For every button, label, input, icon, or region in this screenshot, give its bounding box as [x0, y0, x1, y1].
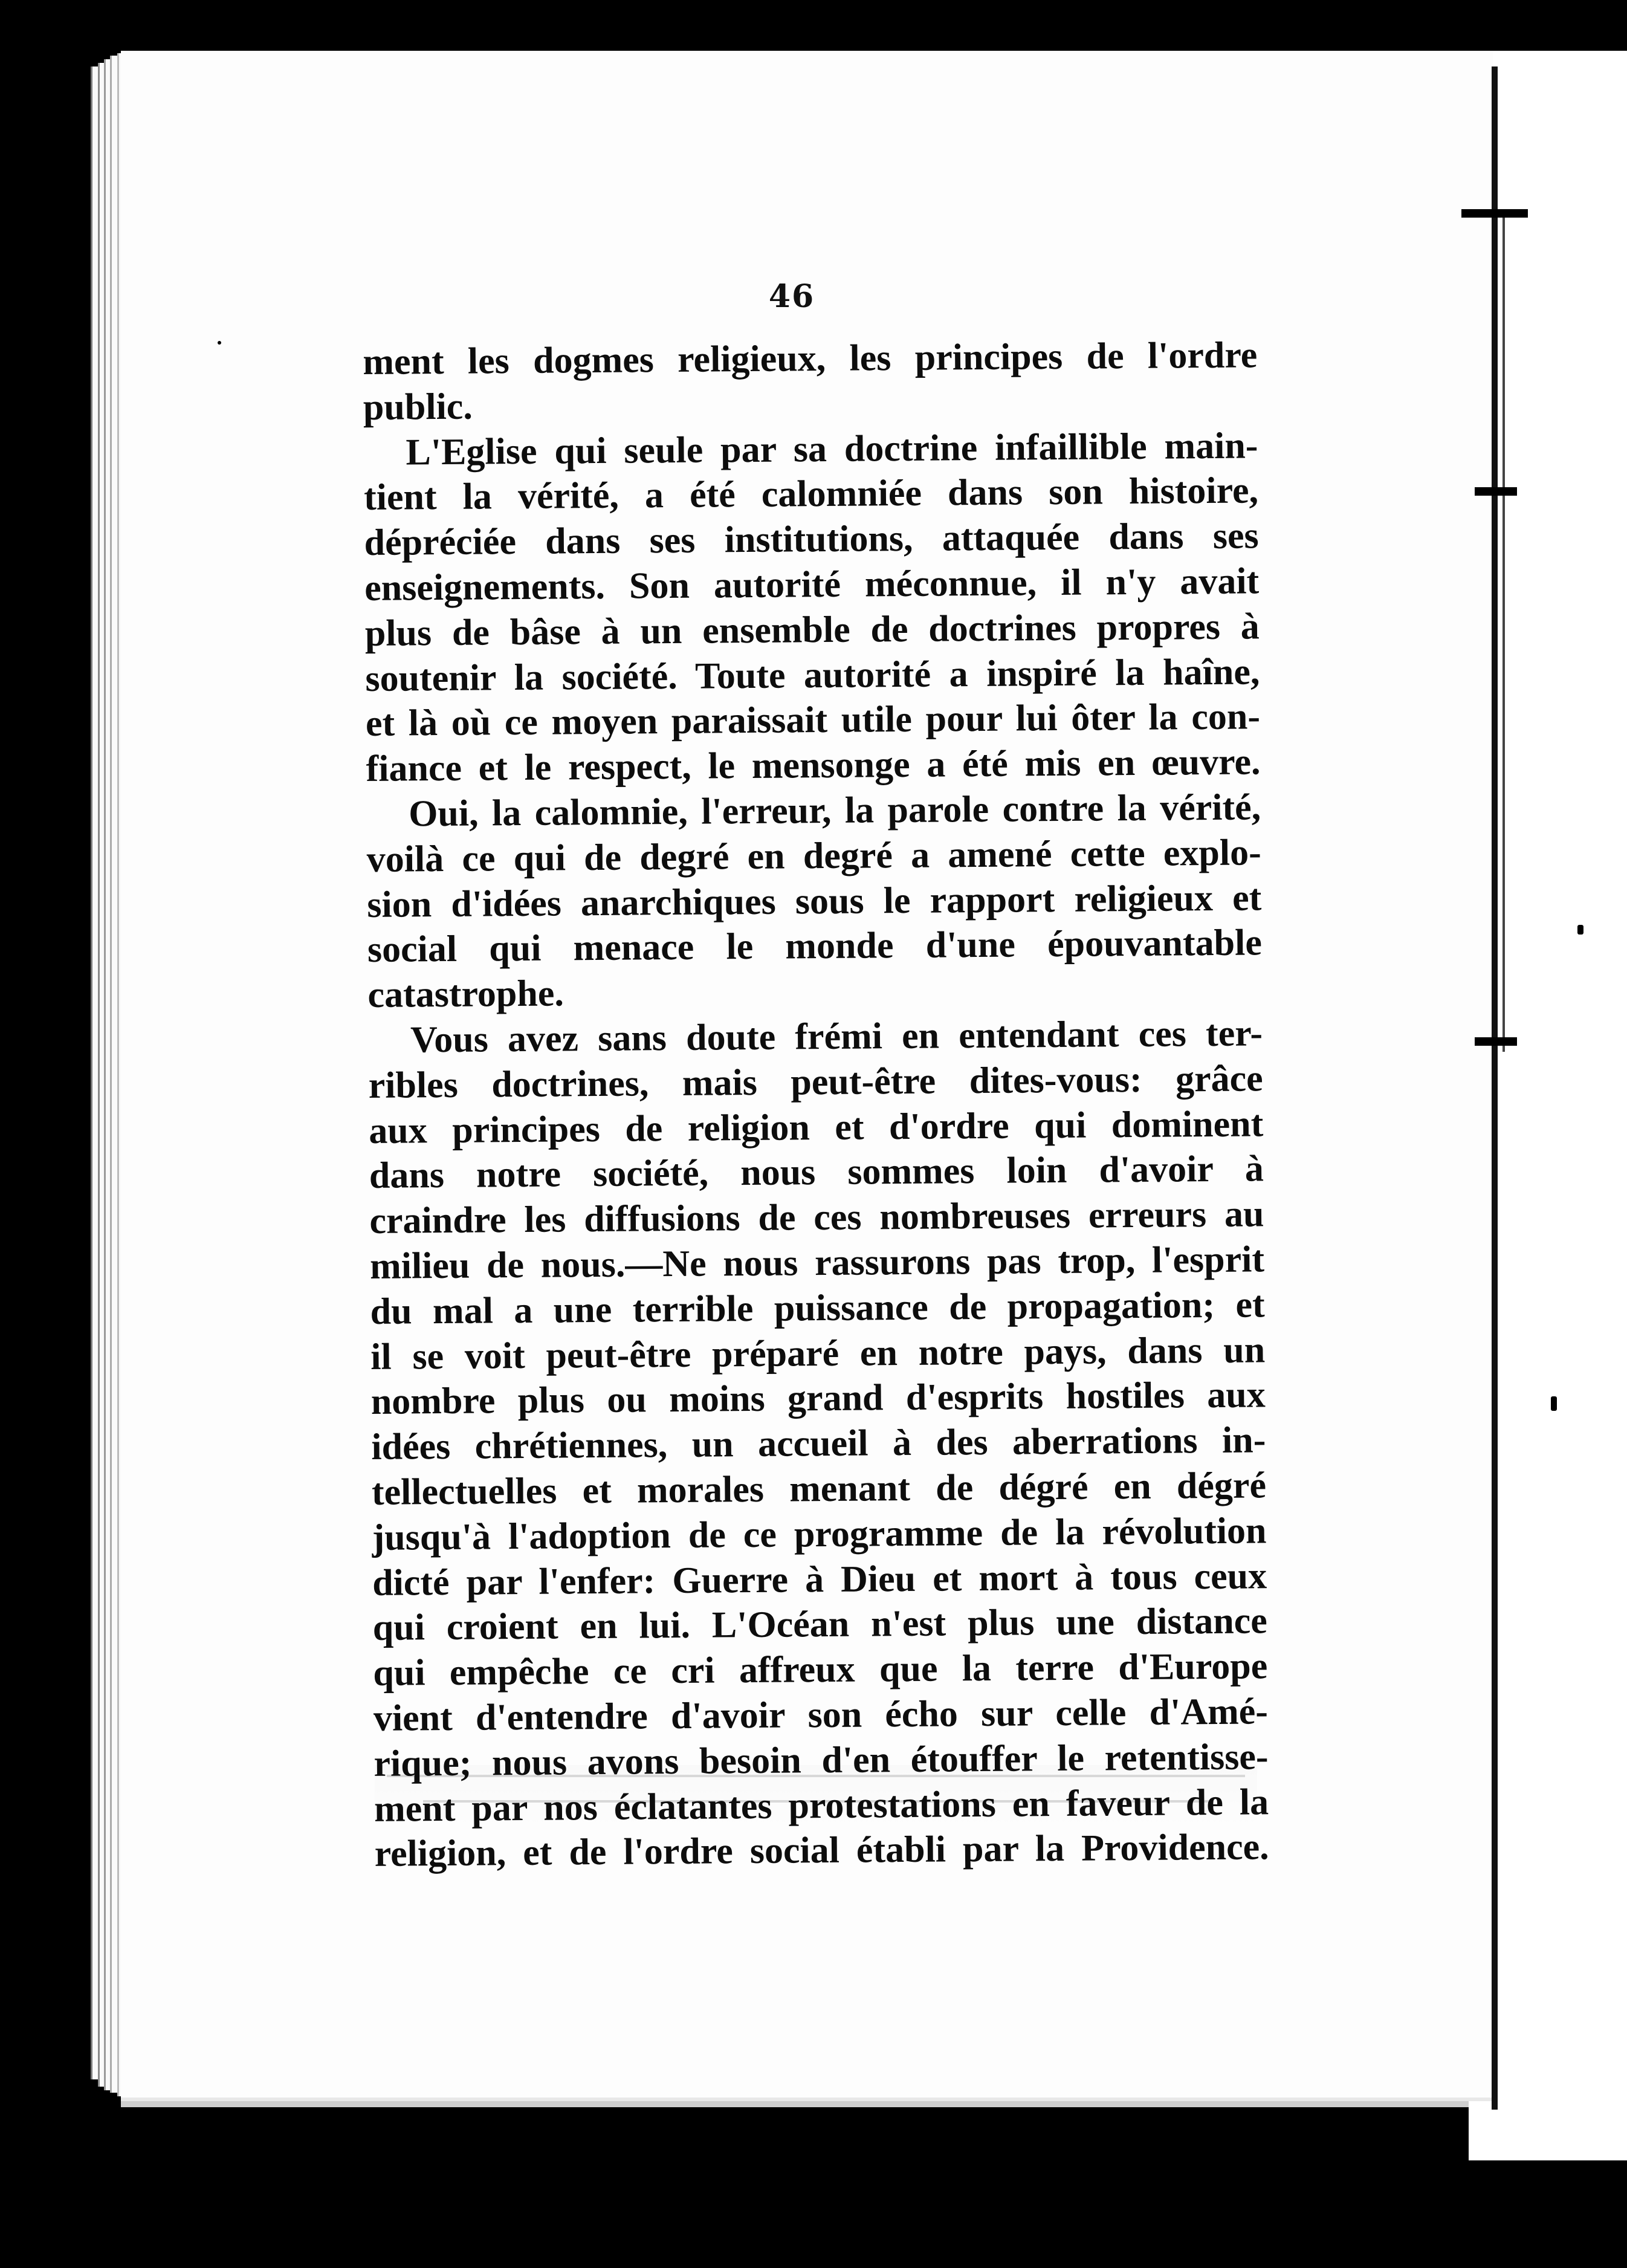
text-line: vient d'entendre d'avoir son écho sur celle d'Amé-: [373, 1691, 1269, 1739]
text-line: enseignements. Son autorité méconnue, il n'y avait: [364, 560, 1260, 609]
text-line: soutenir la société. Toute autorité a inspiré la haîne,: [365, 650, 1260, 699]
text-line: il se voit peut-être préparé en notre pays, dans un: [370, 1329, 1266, 1378]
text-line: tient la vérité, a été calomniée dans son histoire,: [363, 470, 1259, 519]
text-line: jusqu'à l'adoption de ce programme de la révolution: [372, 1510, 1267, 1558]
text-line: ment les dogmes religieux, les principes de l'ordre: [363, 334, 1258, 383]
paragraph: [363, 423, 1261, 792]
text-line: dicté par l'enfer: Guerre à Dieu et mort à tous ceux: [372, 1555, 1267, 1604]
text-line: aux principes de religion et d'ordre qui dominent: [369, 1103, 1264, 1152]
paragraph: [363, 332, 1258, 430]
ink-spot: [1577, 925, 1583, 935]
text-line: sion d'idées anarchiques sous le rapport religieux et: [367, 876, 1262, 925]
text-line: rique; nous avons besoin d'en étouffer le retentisse-: [374, 1736, 1269, 1784]
text-line: Oui, la calomnie, l'erreur, la parole contre la vérité,: [408, 786, 1261, 835]
text-line: dans notre société, nous sommes loin d'avoir à: [369, 1148, 1264, 1197]
text-line: du mal a une terrible puissance de propagation; et: [370, 1284, 1265, 1332]
binding-mark: [1475, 1037, 1517, 1046]
text-line: voilà ce qui de degré en degré a amené cette explo-: [366, 832, 1261, 880]
ink-spot: [1551, 1396, 1557, 1411]
text-line: et là où ce moyen paraissait utile pour lui ôter la con-: [365, 696, 1261, 745]
text-line: ribles doctrines, mais peut-être dites-vous: grâce: [368, 1058, 1263, 1106]
text-line: nombre plus ou moins grand d'esprits hostiles aux: [370, 1374, 1266, 1423]
ink-spot: [218, 341, 221, 345]
text-line: craindre les diffusions de ces nombreuses erreurs au: [369, 1193, 1264, 1242]
text-line: milieu de nous.—Ne nous rassurons pas trop, l'esprit: [369, 1239, 1265, 1287]
text-line: public.: [363, 386, 473, 428]
text-line: dépréciée dans ses institutions, attaquée dans ses: [364, 515, 1259, 564]
text-line: catastrophe.: [367, 973, 564, 1016]
text-line: idées chrétiennes, un accueil à des aberrations in-: [371, 1419, 1266, 1468]
binding-mark: [1475, 487, 1517, 496]
text-line: plus de bâse à un ensemble de doctrines propres à: [364, 606, 1260, 654]
binding-line: [1492, 66, 1498, 2110]
text-line: Vous avez sans doute frémi en entendant ces ter-: [410, 1012, 1263, 1061]
text-line: qui croient en lui. L'Océan n'est plus une distance: [372, 1600, 1267, 1649]
page-number: 46: [768, 278, 815, 315]
text-line: religion, et de l'ordre social établi par la Providence.: [374, 1826, 1269, 1875]
text-line: fiance et le respect, le mensonge a été mis en œuvre.: [366, 741, 1261, 790]
body-text: [363, 332, 1269, 1877]
page-bottom-edge: [121, 2101, 1469, 2107]
text-line: social qui menace le monde d'une épouvantable: [367, 922, 1263, 971]
paragraph: [366, 785, 1263, 1018]
text-line: ment par nos éclatantes protestations en faveur de la: [374, 1781, 1269, 1830]
text-line: tellectuelles et morales menant de dégré en dégré: [371, 1465, 1267, 1513]
text-line: qui empêche ce cri affreux que la terre d'Europe: [373, 1645, 1268, 1694]
binding-thread: [1502, 218, 1505, 1052]
binding-mark: [1461, 209, 1528, 218]
paragraph: [368, 1011, 1269, 1877]
text-line: L'Eglise qui seule par sa doctrine infaillible main-: [406, 424, 1258, 473]
